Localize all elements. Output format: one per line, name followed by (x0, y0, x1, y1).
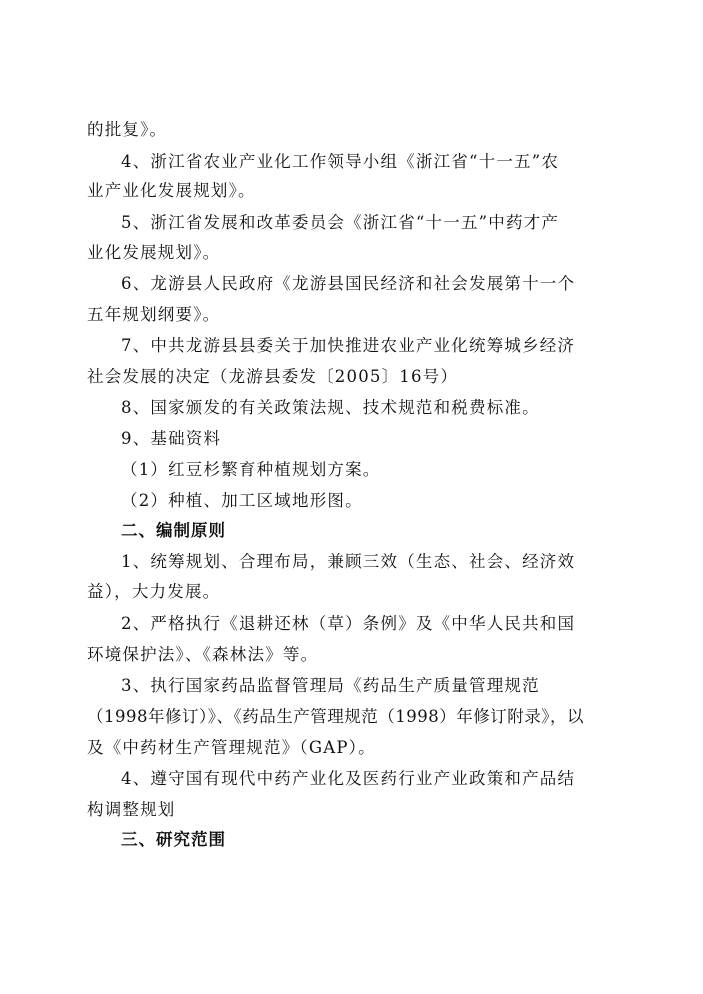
section-heading: 三、研究范围 (121, 830, 226, 849)
text-line: （1）红豆杉繁育种植规划方案。 (121, 460, 381, 479)
text-line: 8、国家颁发的有关政策法规、技术规范和税费标准。 (121, 398, 540, 417)
text-line: 社会发展的决定（龙游县委发〔2005〕16号） (87, 367, 459, 386)
text-line: 环境保护法》、《森林法》等。 (87, 645, 319, 664)
text-line: 9、基础资料 (121, 429, 222, 448)
text-line: 业化发展规划》。 (87, 243, 221, 262)
text-line: 4、遵守国有现代中药产业化及医药行业产业政策和产品结 (121, 769, 576, 788)
text-line: 五年规划纲要》。 (87, 305, 221, 324)
text-line: 益），大力发展。 (87, 582, 221, 601)
text-line: 7、中共龙游县县委关于加快推进农业产业化统筹城乡经济 (121, 336, 576, 355)
text-line: 4、浙江省农业产业化工作领导小组《浙江省“十一五”农 (121, 152, 560, 171)
text-line: （2）种植、加工区域地形图。 (121, 491, 363, 510)
text-line: 业产业化发展规划》。 (87, 181, 256, 200)
text-line: 及《中药材生产管理规范》（GAP）。 (87, 738, 376, 757)
text-line: 6、龙游县人民政府《龙游县国民经济和社会发展第十一个 (121, 274, 576, 293)
text-line: 构调整规划 (87, 800, 176, 819)
text-line: （1998年修订）》、《药品生产管理规范（1998）年修订附录》，以 (87, 707, 584, 726)
text-line: 5、浙江省发展和改革委员会《浙江省“十一五”中药才产 (121, 213, 560, 232)
section-heading: 二、编制原则 (121, 521, 226, 540)
text-line: 2、严格执行《退耕还林（草）条例》及《中华人民共和国 (121, 614, 576, 633)
text-line: 3、执行国家药品监督管理局《药品生产质量管理规范 (121, 676, 540, 695)
text-line: 的批复》。 (87, 120, 168, 139)
text-line: 1、统筹规划、合理布局，兼顾三效（生态、社会、经济效 (121, 552, 576, 571)
